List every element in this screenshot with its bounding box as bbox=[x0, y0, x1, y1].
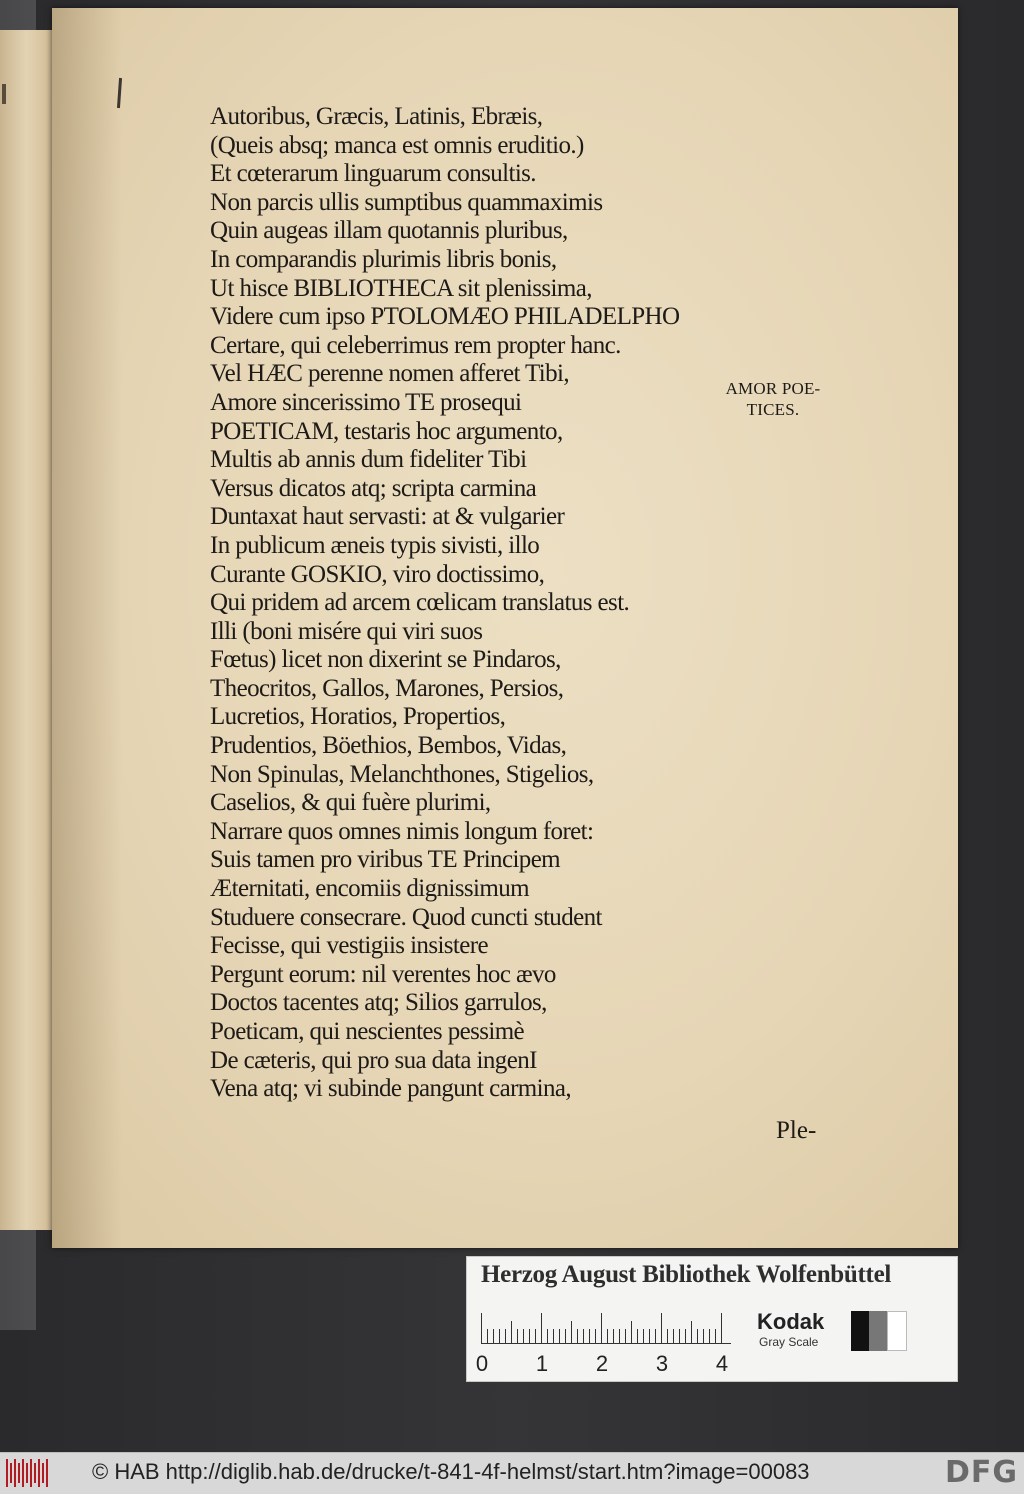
ruler-tick bbox=[613, 1329, 614, 1343]
ruler-tick bbox=[703, 1329, 704, 1343]
verse-line: Amore sincerissimo TE prosequi bbox=[210, 388, 522, 416]
ruler-tick bbox=[691, 1321, 692, 1343]
verse-line: Doctos tacentes atq; Silios garrulos, bbox=[210, 989, 547, 1017]
verse-line: In publicum æneis typis sivisti, illo bbox=[210, 531, 540, 559]
ruler-number: 4 bbox=[715, 1351, 729, 1376]
verse-line: Ut hisce BIBLIOTHECA sit plenissima, bbox=[210, 274, 592, 302]
ruler-tick bbox=[667, 1329, 668, 1343]
ruler-tick bbox=[721, 1313, 722, 1343]
hab-logo-bar bbox=[46, 1459, 48, 1487]
verse-line: Pergunt eorum: nil verentes hoc ævo bbox=[210, 960, 556, 988]
verse-line: Certare, qui celeberrimus rem propter hanc. bbox=[210, 331, 621, 359]
hab-logo-bar bbox=[42, 1463, 44, 1483]
verse-line: Duntaxat haut servasti: at & vulgarier bbox=[210, 503, 565, 531]
ruler-tick bbox=[577, 1329, 578, 1343]
kodak-brand: Kodak bbox=[757, 1309, 825, 1334]
ruler-tick bbox=[661, 1313, 662, 1343]
ruler-tick bbox=[595, 1329, 596, 1343]
verse-line: Vel HÆC perenne nomen afferet Tibi, bbox=[210, 360, 570, 388]
gray-patch-black bbox=[851, 1311, 869, 1351]
verse-line: Æternitati, encomiis dignissimum bbox=[210, 875, 529, 903]
hab-logo-bar bbox=[26, 1463, 28, 1483]
marginal-note-line: TICES. bbox=[746, 400, 800, 419]
hab-logo-bar bbox=[6, 1459, 8, 1487]
ruler-ticks bbox=[481, 1313, 731, 1344]
ruler-tick bbox=[517, 1329, 518, 1343]
ruler-tick bbox=[697, 1329, 698, 1343]
ruler-tick bbox=[505, 1329, 506, 1343]
color-target-card bbox=[466, 1256, 958, 1382]
verse-line: Curante GOSKIO, viro doctissimo, bbox=[210, 560, 545, 588]
verse-line: Vena atq; vi subinde pangunt carmina, bbox=[210, 1075, 572, 1103]
verse-line: Non parcis ullis sumptibus quammaximis bbox=[210, 188, 603, 216]
ruler-tick bbox=[655, 1329, 656, 1343]
dfg-logo: DFG bbox=[944, 1455, 1018, 1490]
verse-line: Multis ab annis dum fideliter Tibi bbox=[210, 446, 527, 474]
ruler-number: 1 bbox=[535, 1351, 549, 1376]
verse-line: Versus dicatos atq; scripta carmina bbox=[210, 474, 537, 502]
ruler-tick bbox=[649, 1329, 650, 1343]
ruler-tick bbox=[709, 1329, 710, 1343]
verse-line: Caselios, & qui fuère plurimi, bbox=[210, 789, 491, 817]
ruler-tick bbox=[583, 1329, 584, 1343]
ruler-tick bbox=[619, 1329, 620, 1343]
verse-line: POETICAM, testaris hoc argumento, bbox=[210, 417, 563, 445]
verse-line: Theocritos, Gallos, Marones, Persios, bbox=[210, 674, 564, 702]
ruler-tick bbox=[589, 1329, 590, 1343]
ruler-tick bbox=[601, 1313, 602, 1343]
hab-logo-bar bbox=[34, 1463, 36, 1483]
ruler-tick bbox=[541, 1313, 542, 1343]
ruler-tick bbox=[499, 1329, 500, 1343]
hab-logo-icon bbox=[6, 1459, 50, 1487]
verse-line: Poeticam, qui nescientes pessimè bbox=[210, 1018, 525, 1045]
verse-line: (Queis absq; manca est omnis eruditio.) bbox=[210, 131, 584, 159]
hab-logo-bar bbox=[38, 1459, 40, 1487]
hab-logo-bar bbox=[14, 1459, 16, 1487]
verse-line: Fecisse, qui vestigiis insistere bbox=[210, 932, 488, 960]
verse-line: In comparandis plurimis libris bonis, bbox=[210, 245, 557, 273]
verse-line: Illi (boni misére qui viri suos bbox=[210, 617, 483, 645]
marginal-note bbox=[718, 378, 828, 420]
verse-line: De cæteris, qui pro sua data ingenI bbox=[210, 1046, 537, 1074]
ruler-tick bbox=[547, 1329, 548, 1343]
facing-page-mark bbox=[2, 84, 6, 104]
ruler-number: 0 bbox=[475, 1351, 489, 1376]
ruler-number: 3 bbox=[655, 1351, 669, 1376]
ruler-tick bbox=[487, 1329, 488, 1343]
ruler-tick bbox=[673, 1329, 674, 1343]
verse-line: Fœtus) licet non dixerint se Pindaros, bbox=[210, 646, 561, 674]
page-gutter-shadow bbox=[52, 8, 122, 1248]
ruler-tick bbox=[715, 1329, 716, 1343]
ruler-tick bbox=[643, 1329, 644, 1343]
ruler-tick bbox=[679, 1329, 680, 1343]
ruler-tick bbox=[607, 1329, 608, 1343]
ruler-tick bbox=[559, 1329, 560, 1343]
footer-credit-link[interactable]: © HAB http://diglib.hab.de/drucke/t-841-4f-helmst/start.htm?image=00083 bbox=[92, 1459, 810, 1484]
library-name: Herzog August Bibliothek Wolfenbüttel bbox=[481, 1261, 892, 1288]
ruler-tick bbox=[565, 1329, 566, 1343]
gray-patch-mid bbox=[869, 1311, 887, 1351]
gray-patch-white bbox=[887, 1311, 907, 1351]
ruler-tick bbox=[685, 1329, 686, 1343]
hab-logo-bar bbox=[18, 1463, 20, 1483]
ruler-tick bbox=[631, 1321, 632, 1343]
hab-logo-bar bbox=[10, 1463, 12, 1483]
verse-line: Videre cum ipso PTOLOMÆO PHILADELPHO bbox=[210, 303, 680, 331]
verse-text-block bbox=[210, 103, 730, 1104]
ruler-tick bbox=[511, 1321, 512, 1343]
ruler-tick bbox=[529, 1329, 530, 1343]
ruler-tick bbox=[481, 1313, 482, 1343]
ruler-tick bbox=[535, 1329, 536, 1343]
verse-line: Et cœterarum linguarum consultis. bbox=[210, 160, 536, 188]
ruler-tick bbox=[625, 1329, 626, 1343]
verse-line: Narrare quos omnes nimis longum foret: bbox=[210, 817, 594, 845]
scale-ruler bbox=[475, 1313, 731, 1376]
hab-logo-bar bbox=[30, 1459, 32, 1487]
ruler-tick bbox=[571, 1321, 572, 1343]
verse-line: Prudentios, Böethios, Bembos, Vidas, bbox=[210, 732, 567, 760]
ruler-tick bbox=[553, 1329, 554, 1343]
gray-scale-label: Gray Scale bbox=[759, 1335, 819, 1349]
ruler-number: 2 bbox=[595, 1351, 609, 1376]
verse-line: Lucretios, Horatios, Propertios, bbox=[210, 703, 506, 731]
ruler-tick bbox=[523, 1329, 524, 1343]
verse-line: Suis tamen pro viribus TE Principem bbox=[210, 846, 561, 874]
verse-line: Autoribus, Græcis, Latinis, Ebræis, bbox=[210, 103, 543, 130]
ruler-tick bbox=[637, 1329, 638, 1343]
facing-page bbox=[0, 30, 58, 1230]
hab-logo-bar bbox=[22, 1459, 24, 1487]
footer-bar bbox=[0, 1452, 1024, 1494]
verse-line: Qui pridem ad arcem cœlicam translatus est. bbox=[210, 589, 630, 617]
marginal-note-line: AMOR POE- bbox=[725, 379, 821, 398]
verse-line: Non Spinulas, Melanchthones, Stigelios, bbox=[210, 760, 594, 788]
ruler-tick bbox=[493, 1329, 494, 1343]
verse-line: Studuere consecrare. Quod cuncti student bbox=[210, 903, 602, 931]
verse-line: Quin augeas illam quotannis pluribus, bbox=[210, 217, 568, 245]
catchword: Ple- bbox=[776, 1117, 817, 1144]
